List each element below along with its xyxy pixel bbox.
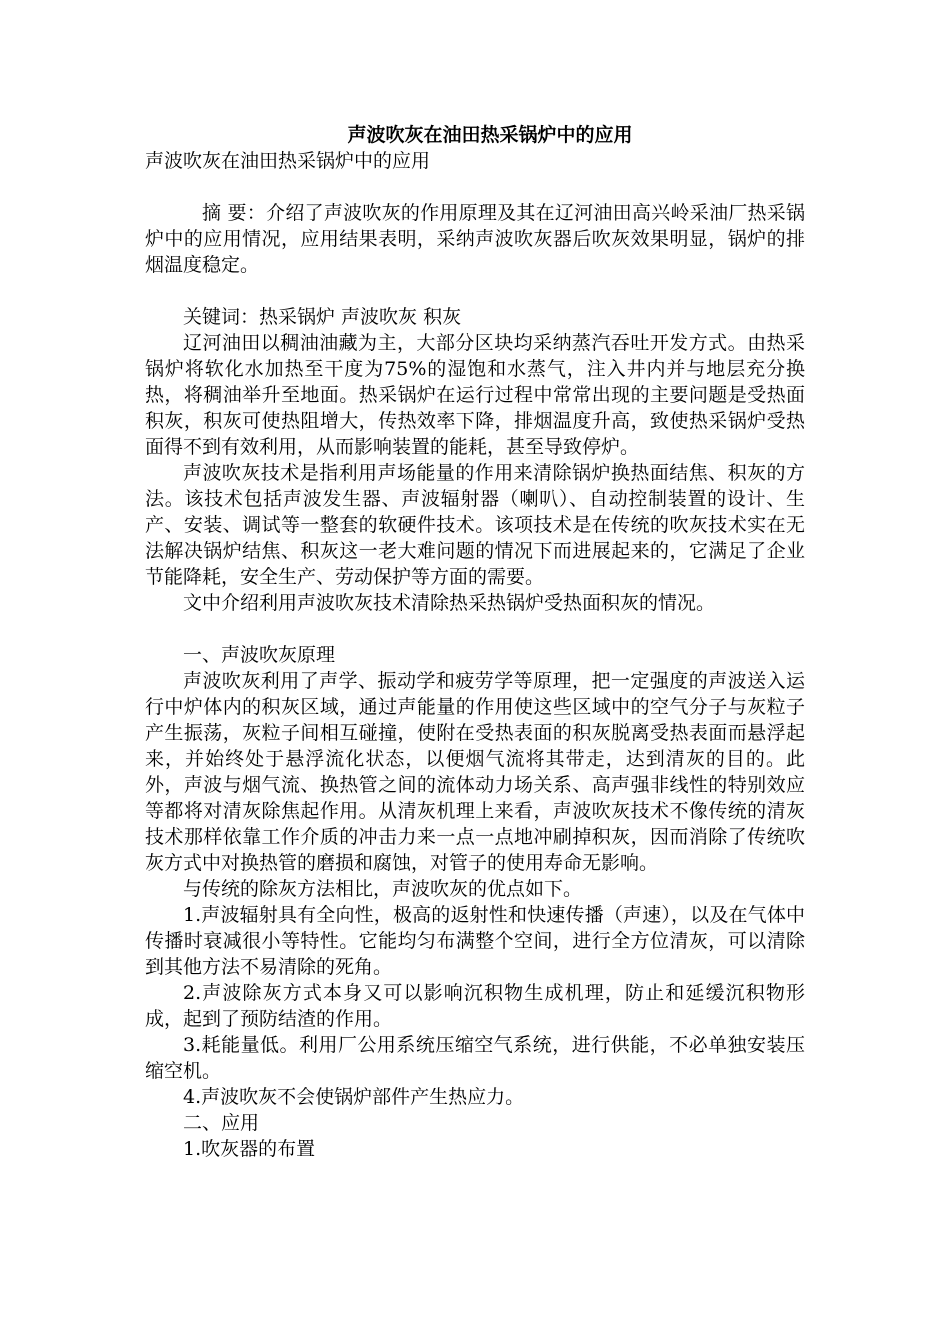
body-paragraph: 与传统的除灰方法相比，声波吹灰的优点如下。: [183, 878, 583, 900]
blank-line: [145, 616, 805, 642]
document-subtitle: 声波吹灰在油田热采锅炉中的应用: [145, 150, 431, 172]
intro-paragraph: 辽河油田以稠油油藏为主，大部分区块均采纳蒸汽吞吐开发方式。由热采锅炉将软化水加热至干度为75%的湿饱和水蒸气，注入井内并与地层充分换热，将稠油举升至地面。热采锅炉在运行过程中常常出现的主要问题是受热面积灰，积灰可使热阻增大，传热效率下降，排烟温度升高，致使热采锅炉受热面得不到有效利用，从而影响装置的能耗，甚至导致停炉。: [145, 332, 805, 458]
document-page: [145, 118, 805, 1162]
list-item: 3.耗能量低。利用厂公用系统压缩空气系统，进行供能，不必单独安装压缩空机。: [145, 1034, 805, 1082]
list-item: 4.声波吹灰不会使锅炉部件产生热应力。: [183, 1086, 525, 1108]
intro-paragraph: 文中介绍利用声波吹灰技术清除热采热锅炉受热面积灰的情况。: [183, 592, 716, 614]
blank-line: [145, 174, 805, 200]
blank-line: [145, 278, 805, 304]
intro-paragraph: 声波吹灰技术是指利用声场能量的作用来清除锅炉换热面结焦、积灰的方法。该技术包括声波发生器、声波辐射器（喇叭）、自动控制装置的设计、生产、安装、调试等一整套的软硬件技术。该项技术是在传统的吹灰技术实在无法解决锅炉结焦、积灰这一老大难问题的情况下而进展起来的，它满足了企业节能降耗，安全生产、劳动保护等方面的需要。: [145, 462, 805, 588]
document-title: 声波吹灰在油田热采锅炉中的应用: [347, 124, 633, 146]
subsection-heading: 1.吹灰器的布置: [183, 1138, 316, 1160]
section-heading: 一、声波吹灰原理: [183, 644, 336, 666]
keywords-line: 关键词：热采锅炉 声波吹灰 积灰: [183, 306, 462, 328]
section-heading: 二、应用: [183, 1112, 260, 1134]
abstract-paragraph: 摘 要：介绍了声波吹灰的作用原理及其在辽河油田高兴岭采油厂热采锅炉中的应用情况，应用结果表明，采纳声波吹灰器后吹灰效果明显，锅炉的排烟温度稳定。: [145, 202, 805, 276]
list-item: 1.声波辐射具有全向性，极高的返射性和快速传播（声速），以及在气体中传播时衰减很小等特性。它能均匀布满整个空间，进行全方位清灰，可以清除到其他方法不易清除的死角。: [145, 904, 805, 978]
list-item: 2.声波除灰方式本身又可以影响沉积物生成机理，防止和延缓沉积物形成，起到了预防结渣的作用。: [145, 982, 805, 1030]
body-paragraph: 声波吹灰利用了声学、振动学和疲劳学等原理，把一定强度的声波送入运行中炉体内的积灰区域，通过声能量的作用使这些区域中的空气分子与灰粒子产生振荡，灰粒子间相互碰撞，使附在受热表面的积灰脱离受热表面而悬浮起来，并始终处于悬浮流化状态，以便烟气流将其带走，达到清灰的目的。此外，声波与烟气流、换热管之间的流体动力场关系、高声强非线性的特别效应等都将对清灰除焦起作用。从清灰机理上来看，声波吹灰技术不像传统的清灰技术那样依靠工作介质的冲击力来一点一点地冲刷掉积灰，因而消除了传统吹灰方式中对换热管的磨损和腐蚀，对管子的使用寿命无影响。: [145, 670, 805, 874]
